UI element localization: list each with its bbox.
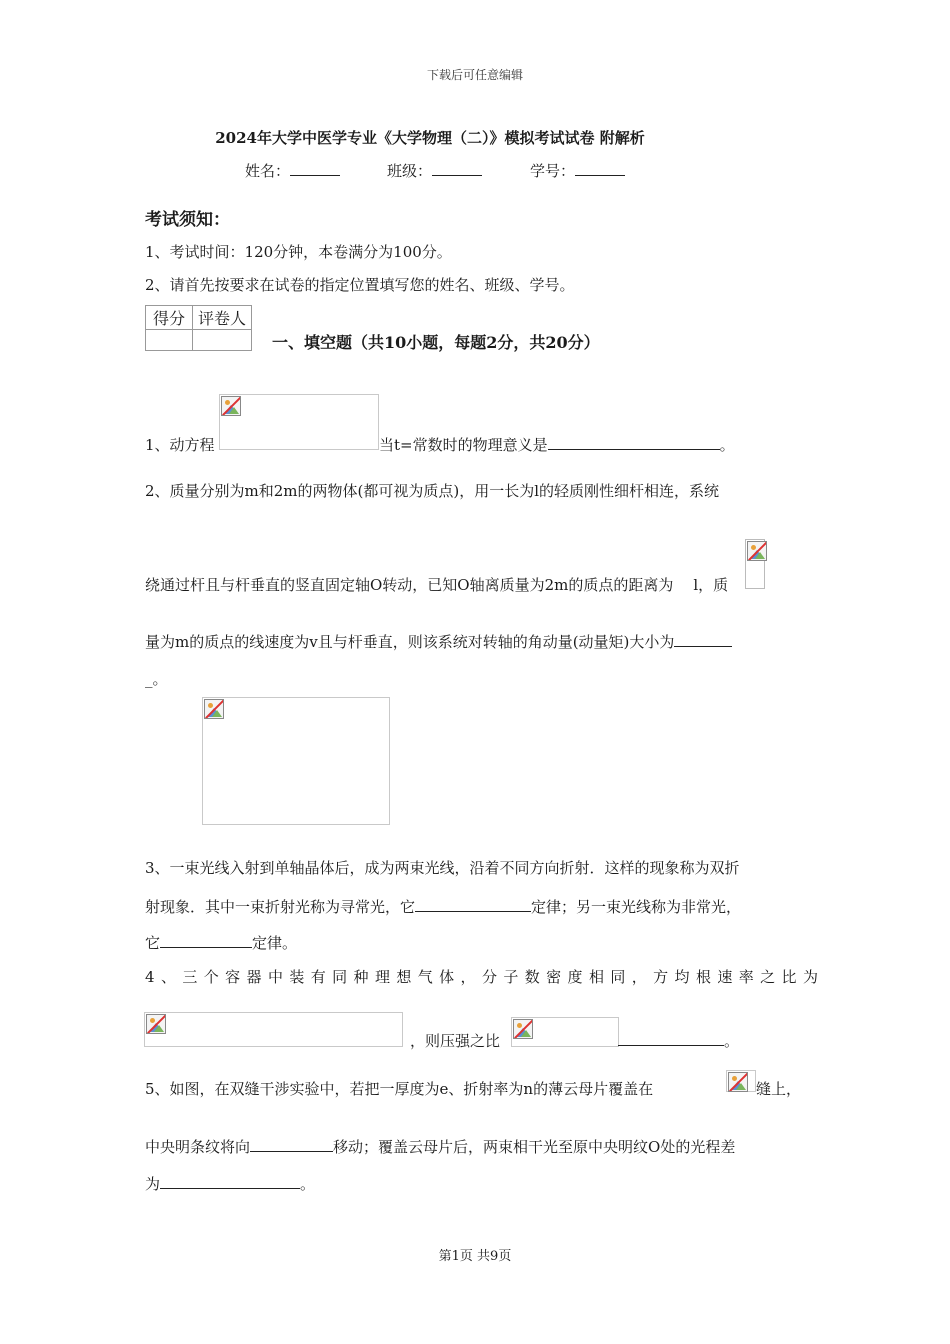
q5-line3-text: 为 <box>145 1175 161 1193</box>
broken-image-icon <box>204 699 224 719</box>
q4-ratio-image <box>144 1012 403 1047</box>
q2-fraction-image <box>745 539 765 589</box>
q3-line3-end: 定律。 <box>252 934 298 952</box>
notice-heading: 考试须知： <box>145 210 230 230</box>
q3-answer-blank-2[interactable] <box>160 933 252 948</box>
q5-line2 <box>145 1136 735 1157</box>
q3-line2-end: 定律；另一束光线称为非常光， <box>531 898 742 916</box>
name-blank[interactable] <box>290 161 340 176</box>
q5-line2-text: 中央明条纹将向 <box>145 1138 251 1156</box>
q2-figure-image <box>202 697 390 825</box>
q5-line2-end: 移动；覆盖云母片后，两束相干光至原中央明纹O处的光程差 <box>333 1138 736 1156</box>
grader-header: 评卷人 <box>193 306 252 330</box>
q4-answer-blank[interactable] <box>618 1031 724 1046</box>
q2-line2 <box>145 574 728 595</box>
class-blank[interactable] <box>432 161 482 176</box>
q4-line2-tail <box>618 1030 739 1051</box>
broken-image-icon <box>221 396 241 416</box>
score-table <box>145 305 252 351</box>
q2-line4: _。 <box>145 670 168 688</box>
class-label: 班级： <box>387 162 433 180</box>
class-field <box>387 160 482 181</box>
q1-equation-image <box>219 394 379 450</box>
q5-line1-text: 5、如图，在双缝干涉实验中，若把一厚度为e、折射率为n的薄云母片覆盖在 <box>145 1080 654 1098</box>
q4-pressure-image <box>511 1017 619 1047</box>
id-label: 学号： <box>530 162 576 180</box>
q3-line2-text: 射现象．其中一束折射光称为寻常光，它 <box>145 898 416 916</box>
q2-line3 <box>145 631 732 652</box>
page-footer: 第1页 共9页 <box>438 1249 512 1264</box>
score-header: 得分 <box>146 306 193 330</box>
q5-answer-blank-1[interactable] <box>250 1137 333 1152</box>
notice-item-1: 1、考试时间：120分钟，本卷满分为100分。 <box>145 243 452 261</box>
q5-answer-blank-2[interactable] <box>160 1174 300 1189</box>
broken-image-icon <box>747 541 767 561</box>
q2-line2-end: l，质 <box>693 576 729 594</box>
q1-prefix: 1、动方程 <box>145 436 215 454</box>
q5-line1-end: 缝上， <box>756 1080 802 1098</box>
broken-image-icon <box>513 1019 533 1039</box>
grader-cell <box>193 330 252 351</box>
q1-answer-blank[interactable] <box>548 435 720 450</box>
q1-question: 当t=常数时的物理意义是 <box>379 436 548 454</box>
broken-image-icon <box>728 1072 748 1092</box>
q4-line1: 4、三个容器中装有同种理想气体，分子数密度相同，方均根速率之比为 <box>145 968 825 986</box>
name-label: 姓名： <box>245 162 291 180</box>
document-title: 2024年大学中医学专业《大学物理（二）》模拟考试试卷 附解析 <box>215 129 645 147</box>
q3-line2 <box>145 896 741 917</box>
q2-answer-blank[interactable] <box>674 632 732 647</box>
name-field <box>245 160 340 181</box>
id-field <box>530 160 625 181</box>
q4-line2-end: 。 <box>724 1032 740 1050</box>
q3-line1: 3、一束光线入射到单轴晶体后，成为两束光线，沿着不同方向折射．这样的现象称为双折 <box>145 859 740 877</box>
q4-line2-text: ，则压强之比 <box>410 1032 501 1050</box>
broken-image-icon <box>146 1014 166 1034</box>
section-title: 一、填空题（共10小题，每题2分，共20分） <box>272 333 600 352</box>
notice-item-2: 2、请首先按要求在试卷的指定位置填写您的姓名、班级、学号。 <box>145 276 575 294</box>
q5-line3-end: 。 <box>300 1175 316 1193</box>
q1-text <box>379 434 735 455</box>
q2-line1: 2、质量分别为m和2m的两物体(都可视为质点)，用一长为l的轻质刚性细杆相连，系统 <box>145 482 720 500</box>
q3-line3 <box>145 932 297 953</box>
header-note: 下载后可任意编辑 <box>426 68 523 82</box>
q2-line3-text: 量为m的质点的线速度为v且与杆垂直，则该系统对转轴的角动量(动量矩)大小为 <box>145 633 675 651</box>
q2-line2-text: 绕通过杆且与杆垂直的竖直固定轴O转动，已知O轴离质量为2m的质点的距离为 <box>145 576 674 594</box>
id-blank[interactable] <box>575 161 625 176</box>
q1-end: 。 <box>719 436 735 454</box>
q5-slit-image <box>726 1070 756 1092</box>
q5-line3 <box>145 1173 315 1194</box>
q3-line3-text: 它 <box>145 934 161 952</box>
score-cell <box>146 330 193 351</box>
q3-answer-blank-1[interactable] <box>415 897 531 912</box>
